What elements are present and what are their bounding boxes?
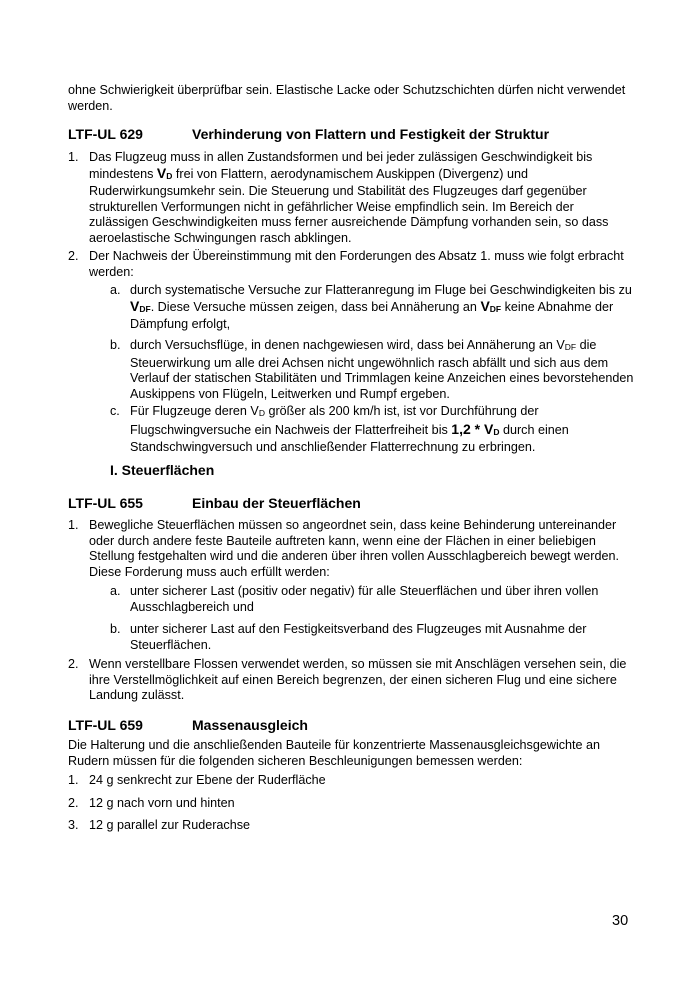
sub-item-655-b <box>110 622 634 653</box>
section-title: Massenausgleich <box>192 717 308 733</box>
item-text: unter sicherer Last (positiv oder negativ) für alle Steuerflächen und über ihren vollen Ausschlagbereich und <box>130 584 599 614</box>
item-text: Wenn verstellbare Flossen verwendet werden, so müssen sie mit Anschlägen versehen sein, die ihre Verstellmöglichkeit auf einen Bereich begrenzen, der einen sicheren Flug und eine sichere Landung zulässt. <box>89 657 627 702</box>
list-item-629-1 <box>68 150 634 246</box>
list-item-655-1 <box>68 518 634 580</box>
item-number: 2. <box>68 796 79 810</box>
item-letter: a. <box>110 584 121 598</box>
symbol-vdf: $V_{DF}$ <box>130 297 151 314</box>
section-heading-655 <box>68 495 648 512</box>
sub-item-629-c <box>110 404 634 456</box>
list-item-629-2 <box>68 249 634 280</box>
list-item-655-2 <box>68 657 634 704</box>
section-code: LTF-UL 655 <box>68 495 143 511</box>
item-text: durch systematische Versuche zur Flatteranregung im Fluge bei Geschwindigkeiten bis zu $V_{DF}$. Diese Versuche müssen zeigen, dass bei Annäherung an $V_{DF}$ keine Abnahme der Dämpfung erfolgt, <box>130 283 632 331</box>
section-title: Einbau der Steuerflächen <box>192 495 361 511</box>
item-text: Der Nachweis der Übereinstimmung mit den Forderungen des Absatz 1. muss wie folgt erbracht werden: <box>89 249 624 279</box>
section-heading-659 <box>68 717 648 734</box>
subsection-heading: I. Steuerflächen <box>110 462 215 478</box>
item-text: Das Flugzeug muss in allen Zustandsformen und bei jeder zulässigen Geschwindigkeit bis mindestens $V_D$ frei von Flattern, aerodynamischem Auskippen (Divergenz) und Ruderwirkungsumkehr sein. Die Steuerung und Stabilität des Flugzeuges darf gegenüber strukturellen Verformungen nicht in gefährlicher Weise empfindlich sein. Im Bereich der zulässigen Geschwindigkeiten muss ferner ausreichende Dämpfung vorhanden sein, so dass aeroelastische Schwingungen rasch abklingen. <box>89 150 609 245</box>
section-heading-629 <box>68 126 648 143</box>
section-title: Verhinderung von Flattern und Festigkeit der Struktur <box>192 126 550 142</box>
item-number: 1. <box>68 518 79 532</box>
item-number: 2. <box>68 657 79 671</box>
item-text: Bewegliche Steuerflächen müssen so angeordnet sein, dass keine Behinderung untereinander oder durch andere feste Bauteile auftreten kann, wenn eine der Flächen in einer beliebigen Stellung festgehalten wird und die anderen über ihren vollen Ausschlagbereich bewegt werden. Diese Forderung muss auch erfüllt werden: <box>89 518 619 579</box>
item-number: 1. <box>68 150 79 164</box>
item-text: 24 g senkrecht zur Ebene der Ruderfläche <box>89 773 326 787</box>
item-number: 3. <box>68 818 79 832</box>
symbol-vd: $V_D$ <box>156 164 173 181</box>
item-number: 1. <box>68 773 79 787</box>
list-item-659-3 <box>68 818 634 834</box>
sub-item-655-a <box>110 584 634 615</box>
item-text: durch Versuchsflüge, in denen nachgewiesen wird, dass bei Annäherung an $V_{DF}$ die Steuerwirkung um alle drei Achsen nicht ungewöhnlich rasch abfällt und sich aus dem Verlauf der statischen Stabilitäten und Trimmlagen keine Anzeichen eines bevorstehenden Auskippens von Flügeln, Leitwerken und Rumpf ergeben. <box>130 338 634 401</box>
sub-item-629-b <box>110 338 634 402</box>
item-text: 12 g nach vorn und hinten <box>89 796 235 810</box>
list-item-659-2 <box>68 796 634 812</box>
item-letter: b. <box>110 622 121 636</box>
section-659-paragraph: Die Halterung und die anschließenden Bauteile für konzentrierte Massenausgleichsgewichte an Rudern müssen für die folgenden sicheren Beschleunigungen bemessen werden: <box>68 738 601 768</box>
item-letter: b. <box>110 338 121 352</box>
list-item-659-1 <box>68 773 634 789</box>
item-text: Für Flugzeuge deren $V_D$ größer als 200 km/h ist, ist vor Durchführung der Flugschwingversuche ein Nachweis der Flatterfreiheit bis $1,2 * V_D$ durch einen Standschwingversuch und anschließender Flatterrechnung zu erbringen. <box>130 404 569 454</box>
section-code: LTF-UL 659 <box>68 717 143 733</box>
symbol-1-2-vd: $1,2 * V_D$ <box>451 420 500 437</box>
item-text: unter sicherer Last auf den Festigkeitsverband des Flugzeuges mit Ausnahme der Steuerflächen. <box>130 622 587 652</box>
page-number: 30 <box>612 913 629 929</box>
item-letter: c. <box>110 404 120 418</box>
item-letter: a. <box>110 283 121 297</box>
section-code: LTF-UL 629 <box>68 126 143 142</box>
sub-item-629-a <box>110 283 634 333</box>
symbol-vdf: $V_{DF}$ <box>480 297 502 314</box>
item-text: 12 g parallel zur Ruderachse <box>89 818 251 832</box>
item-number: 2. <box>68 249 79 263</box>
intro-paragraph: ohne Schwierigkeit überprüfbar sein. Elastische Lacke oder Schutzschichten dürfen nicht verwendet werden. <box>68 83 626 113</box>
